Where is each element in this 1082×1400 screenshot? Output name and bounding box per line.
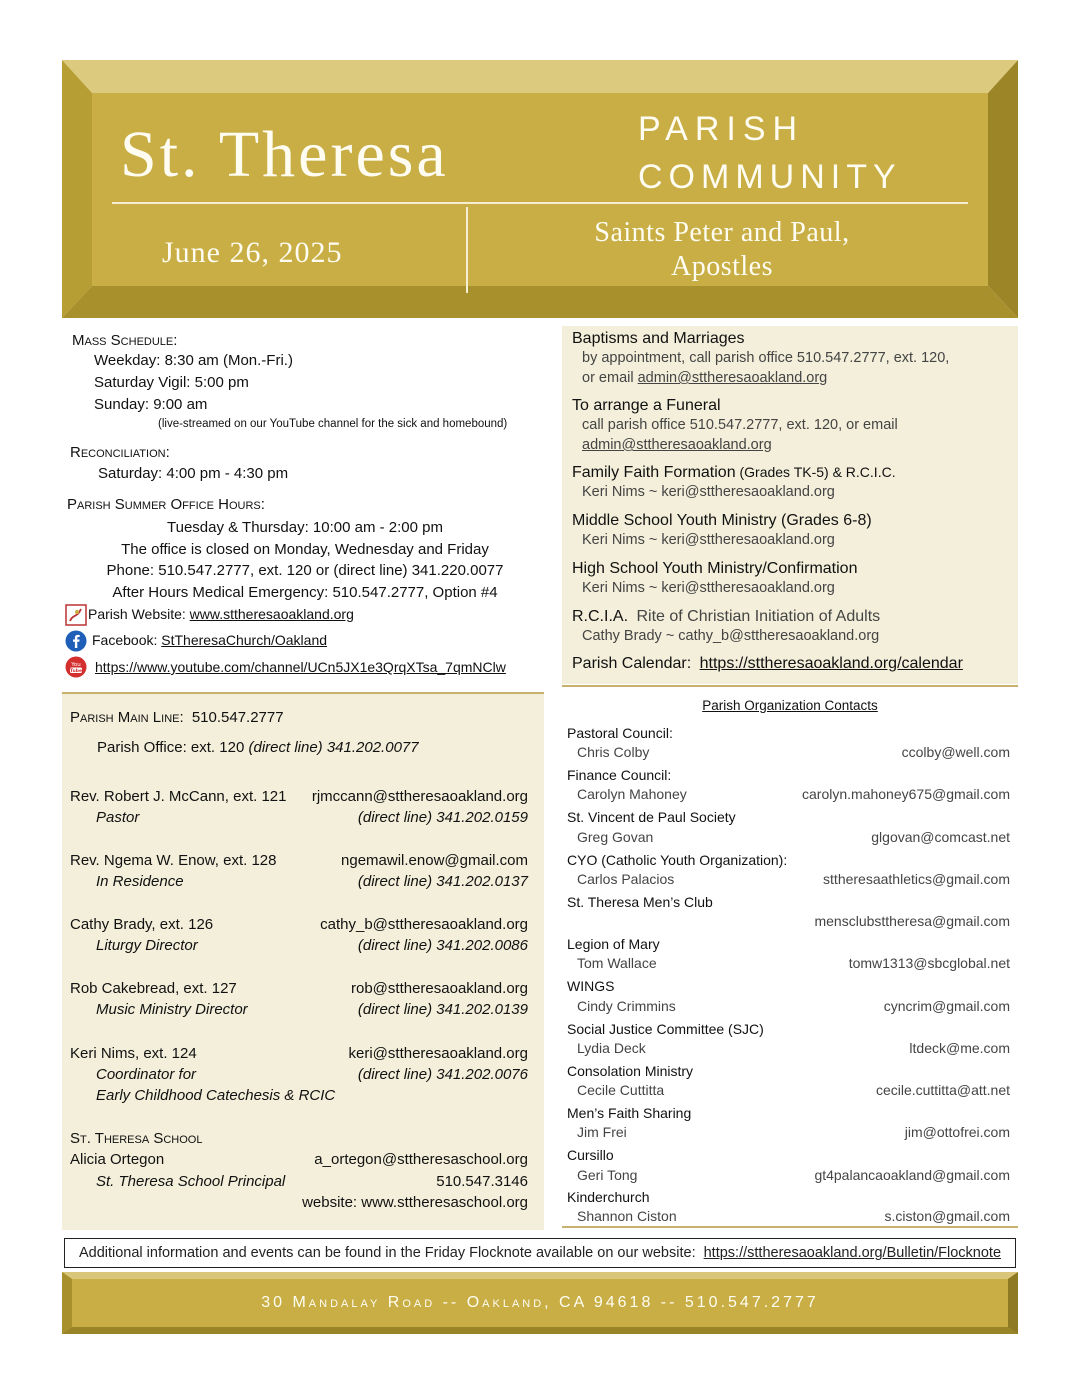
title-community-word: COMMUNITY bbox=[638, 158, 902, 196]
staff-name: Rob Cakebread, ext. 127 bbox=[70, 980, 237, 997]
office-hours-heading: Parish Summer Office Hours: bbox=[67, 496, 265, 513]
org-email: tomw1313@sbcglobal.net bbox=[848, 955, 1010, 971]
rcia-title: R.C.I.A. bbox=[572, 608, 629, 625]
staff-name: Rev. Robert J. McCann, ext. 121 bbox=[70, 788, 287, 805]
staff-name: Cathy Brady, ext. 126 bbox=[70, 916, 214, 933]
org-person: Tom Wallace bbox=[577, 955, 657, 971]
school-website: website: www.sttheresaschool.org bbox=[302, 1194, 528, 1211]
funeral-email-link[interactable]: admin@sttheresaoakland.org bbox=[582, 437, 772, 453]
org-contacts-heading: Parish Organization Contacts bbox=[702, 698, 878, 713]
org-person: Chris Colby bbox=[577, 744, 650, 760]
org-email: carolyn.mahoney675@gmail.com bbox=[802, 786, 1010, 802]
office-hours-block bbox=[62, 517, 548, 603]
funeral-heading: To arrange a Funeral bbox=[572, 397, 721, 414]
sacraments-bottom-rule bbox=[562, 685, 1018, 687]
reconciliation-heading: Reconciliation: bbox=[70, 444, 170, 461]
parish-logo-icon bbox=[65, 604, 87, 626]
feast-title bbox=[492, 216, 952, 284]
header-vertical-divider bbox=[466, 207, 468, 293]
facebook-label: Facebook: bbox=[92, 632, 158, 648]
org-email: gt4palancaoakland@gmail.com bbox=[814, 1167, 1010, 1183]
org-name: Consolation Ministry bbox=[567, 1063, 694, 1079]
header-plaque bbox=[62, 60, 1018, 318]
baptisms-email-link[interactable]: admin@sttheresaoakland.org bbox=[637, 370, 828, 386]
flocknote-text: Additional information and events can be found in the Friday Flocknote available on our website: bbox=[78, 1245, 696, 1261]
staff-role-continued: Early Childhood Catechesis & RCIC bbox=[96, 1087, 336, 1104]
org-person: Cecile Cuttitta bbox=[577, 1082, 665, 1098]
org-email: mensclubsttheresa@gmail.com bbox=[814, 913, 1010, 929]
org-person: Jim Frei bbox=[577, 1124, 627, 1140]
school-principal-name: Alicia Ortegon bbox=[70, 1151, 165, 1168]
parish-office-ext: Parish Office: ext. 120 bbox=[97, 739, 245, 756]
livestream-note: (live-streamed on our YouTube channel for the sick and homebound) bbox=[158, 418, 508, 430]
rcia-contact: Cathy Brady ~ cathy_b@sttheresaoakland.org bbox=[582, 628, 880, 644]
org-person: Greg Govan bbox=[577, 829, 654, 845]
school-role: St. Theresa School Principal bbox=[96, 1173, 286, 1190]
school-email: a_ortegon@sttheresaschool.org bbox=[314, 1151, 528, 1168]
org-name: St. Vincent de Paul Society bbox=[567, 809, 736, 825]
org-name: Men’s Faith Sharing bbox=[567, 1105, 692, 1121]
parish-address: 30 Mandalay Road -- Oakland, CA 94618 -- 510.547.2777 bbox=[261, 1294, 819, 1311]
org-email: glgovan@comcast.net bbox=[871, 829, 1010, 845]
mass-weekday: Weekday: 8:30 am (Mon.-Fri.) bbox=[94, 352, 293, 369]
org-name: Kinderchurch bbox=[567, 1189, 650, 1205]
middle-school-heading: Middle School Youth Ministry (Grades 6-8) bbox=[572, 512, 872, 529]
staff-direct-line: (direct line) 341.202.0159 bbox=[357, 809, 528, 826]
org-email: s.ciston@gmail.com bbox=[884, 1208, 1010, 1224]
org-name: WINGS bbox=[567, 978, 615, 994]
org-email: ccolby@well.com bbox=[901, 744, 1010, 760]
main-line-number: 510.547.2777 bbox=[191, 709, 284, 726]
family-faith-grades: (Grades TK-5) & R.C.I.C. bbox=[735, 464, 896, 480]
staff-direct-line: (direct line) 341.202.0139 bbox=[357, 1001, 528, 1018]
bulletin-date: June 26, 2025 bbox=[162, 236, 343, 269]
staff-email: ngemawil.enow@gmail.com bbox=[341, 852, 528, 869]
staff-direct-line: (direct line) 341.202.0086 bbox=[357, 937, 528, 954]
parish-office-direct: (direct line) 341.202.0077 bbox=[248, 739, 419, 756]
youtube-link[interactable]: https://www.youtube.com/channel/UCn5JX1e3QrqXTsa_7qmNClw bbox=[95, 659, 506, 675]
schedule-section bbox=[62, 330, 548, 682]
funeral-line-1: call parish office 510.547.2777, ext. 120, or email bbox=[582, 417, 898, 433]
website-row bbox=[88, 606, 354, 622]
org-name: Legion of Mary bbox=[567, 936, 660, 952]
family-faith-heading bbox=[572, 464, 896, 482]
title-parish-word: PARISH bbox=[638, 110, 805, 148]
staff-direct-line: (direct line) 341.202.0137 bbox=[357, 873, 528, 890]
calendar-label: Parish Calendar: bbox=[572, 655, 692, 672]
feast-line-1: Saints Peter and Paul, bbox=[594, 217, 850, 248]
baptisms-email-prefix: or email bbox=[582, 370, 634, 386]
baptisms-line-2 bbox=[582, 370, 827, 386]
org-name: Pastoral Council: bbox=[567, 725, 673, 741]
org-name: CYO (Catholic Youth Organization): bbox=[567, 852, 788, 868]
main-line-row bbox=[70, 709, 284, 726]
youtube-icon-text: You bbox=[71, 662, 81, 668]
parish-calendar-row bbox=[572, 655, 963, 673]
org-email: cyncrim@gmail.com bbox=[883, 998, 1010, 1014]
staff-panel bbox=[62, 692, 544, 1230]
staff-role: In Residence bbox=[96, 873, 184, 890]
high-school-contact: Keri Nims ~ keri@sttheresaoakland.org bbox=[582, 580, 835, 596]
org-person: Carolyn Mahoney bbox=[577, 786, 687, 802]
staff-email: keri@sttheresaoakland.org bbox=[348, 1045, 528, 1062]
staff-role: Liturgy Director bbox=[96, 937, 198, 954]
org-name: Finance Council: bbox=[567, 767, 672, 783]
staff-name: Keri Nims, ext. 124 bbox=[70, 1045, 197, 1062]
staff-email: rjmccann@sttheresaoakland.org bbox=[311, 788, 528, 805]
parish-name-title: St. Theresa bbox=[120, 118, 449, 191]
org-email: ltdeck@me.com bbox=[909, 1040, 1010, 1056]
org-person: Cindy Crimmins bbox=[577, 998, 676, 1014]
org-email: cecile.cuttitta@att.net bbox=[875, 1082, 1010, 1098]
flocknote-notice bbox=[64, 1238, 1016, 1268]
rcia-heading bbox=[572, 608, 880, 626]
org-person: Lydia Deck bbox=[577, 1040, 646, 1056]
facebook-icon bbox=[65, 630, 87, 652]
school-heading: St. Theresa School bbox=[70, 1130, 203, 1147]
rcia-subtitle: Rite of Christian Initiation of Adults bbox=[636, 608, 881, 625]
org-person: Geri Tong bbox=[577, 1167, 638, 1183]
website-link[interactable]: www.sttheresaoakland.org bbox=[189, 606, 354, 622]
org-name: Cursillo bbox=[567, 1147, 614, 1163]
school-phone: 510.547.3146 bbox=[436, 1173, 528, 1190]
high-school-heading: High School Youth Ministry/Confirmation bbox=[572, 560, 858, 577]
org-contacts bbox=[562, 692, 1018, 1228]
baptisms-line-1: by appointment, call parish office 510.547.2777, ext. 120, bbox=[582, 350, 950, 366]
header-divider bbox=[112, 202, 968, 204]
family-faith-contact: Keri Nims ~ keri@sttheresaoakland.org bbox=[582, 484, 835, 500]
org-contacts-bottom-rule bbox=[562, 1226, 1018, 1228]
office-phone: Phone: 510.547.2777, ext. 120 or (direct line) 341.220.0077 bbox=[106, 562, 504, 579]
address-band bbox=[62, 1272, 1018, 1334]
calendar-link[interactable]: https://sttheresaoakland.org/calendar bbox=[699, 655, 963, 672]
mass-vigil: Saturday Vigil: 5:00 pm bbox=[94, 374, 249, 391]
staff-name: Rev. Ngema W. Enow, ext. 128 bbox=[70, 852, 277, 869]
staff-email: cathy_b@sttheresaoakland.org bbox=[320, 916, 528, 933]
youtube-icon bbox=[65, 656, 87, 678]
reconciliation-time: Saturday: 4:00 pm - 4:30 pm bbox=[98, 465, 289, 482]
family-faith-title: Family Faith Formation bbox=[572, 464, 736, 481]
facebook-row bbox=[92, 632, 327, 648]
baptisms-heading: Baptisms and Marriages bbox=[572, 330, 745, 347]
parish-office-row bbox=[97, 739, 419, 756]
middle-school-contact: Keri Nims ~ keri@sttheresaoakland.org bbox=[582, 532, 835, 548]
main-line-heading: Parish Main Line: bbox=[70, 709, 184, 726]
website-label: Parish Website: bbox=[88, 606, 186, 622]
feast-line-2: Apostles bbox=[671, 251, 773, 282]
staff-email: rob@sttheresaoakland.org bbox=[351, 980, 528, 997]
org-email: sttheresaathletics@gmail.com bbox=[823, 871, 1010, 887]
org-person: Carlos Palacios bbox=[577, 871, 675, 887]
flocknote-link[interactable]: https://sttheresaoakland.org/Bulletin/Flocknote bbox=[703, 1245, 1002, 1261]
sacraments-panel bbox=[562, 326, 1018, 684]
org-name: St. Theresa Men’s Club bbox=[567, 894, 713, 910]
staff-direct-line: (direct line) 341.202.0076 bbox=[357, 1066, 528, 1083]
mass-sunday: Sunday: 9:00 am bbox=[94, 396, 208, 413]
after-hours-emergency: After Hours Medical Emergency: 510.547.2777, Option #4 bbox=[112, 583, 498, 601]
staff-role: Pastor bbox=[96, 809, 140, 826]
org-person: Shannon Ciston bbox=[577, 1208, 677, 1224]
org-email: jim@ottofrei.com bbox=[904, 1124, 1010, 1140]
office-closed: The office is closed on Monday, Wednesday and Friday bbox=[121, 540, 489, 558]
org-name: Social Justice Committee (SJC) bbox=[567, 1021, 764, 1037]
staff-role: Coordinator for bbox=[96, 1066, 197, 1083]
mass-schedule-heading: Mass Schedule: bbox=[72, 332, 178, 349]
svg-text:Tube: Tube bbox=[69, 669, 83, 674]
office-hours: Tuesday & Thursday: 10:00 am - 2:00 pm bbox=[167, 519, 443, 536]
facebook-link[interactable]: StTheresaChurch/Oakland bbox=[161, 632, 328, 648]
staff-role: Music Ministry Director bbox=[96, 1001, 248, 1018]
